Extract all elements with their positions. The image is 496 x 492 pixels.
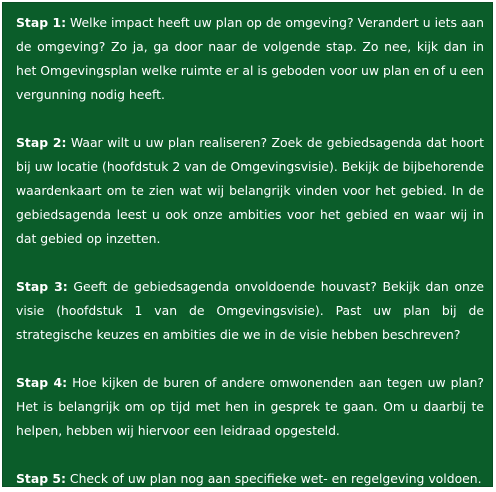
step-3-label: Stap 3: [16, 279, 68, 294]
step-1-label: Stap 1: [16, 15, 67, 30]
steps-panel [2, 2, 493, 487]
step-3 [16, 275, 484, 347]
step-2 [16, 131, 484, 251]
step-5 [16, 467, 484, 491]
step-2-label: Stap 2: [16, 135, 67, 150]
step-4 [16, 371, 484, 443]
step-4-text: Hoe kijken de buren of andere omwonenden aan tegen uw plan? Het is belangrijk om op tijd met hen in gesprek te gaan. Om u daarbij te helpen, hebben wij hiervoor een leidraad opgesteld. [16, 375, 484, 438]
step-5-label: Stap 5: [16, 471, 66, 486]
step-1 [16, 11, 484, 107]
step-5-text: Check of uw plan nog aan specifieke wet- en regelgeving voldoen. [69, 471, 482, 486]
steps-list [16, 11, 484, 491]
step-1-text: Welke impact heeft uw plan op de omgeving? Verandert u iets aan de omgeving? Zo ja, ga door naar de volgende stap. Zo nee, kijk dan in het Omgevingsplan welke ruimte er al is geboden voor uw plan en of u een vergunning nodig heeft. [16, 15, 484, 102]
step-4-label: Stap 4: [16, 375, 68, 390]
step-2-text: Waar wilt u uw plan realiseren? Zoek de gebiedsagenda dat hoort bij uw locatie (hoofdstuk 2 van de Omgevingsvisie). Bekijk de bijbehorende waardenkaart om te zien wat wij belangrijk vinden voor het gebied. In de gebiedsagenda leest u ook onze ambities voor het gebied en waar wij in dat gebied op inzetten. [16, 135, 485, 246]
step-3-text: Geeft de gebiedsagenda onvoldoende houvast? Bekijk dan onze visie (hoofdstuk 1 van de Omgevingsvisie). Past uw plan bij de strategische keuzes en ambities die we in de visie hebben beschreven? [16, 279, 485, 342]
